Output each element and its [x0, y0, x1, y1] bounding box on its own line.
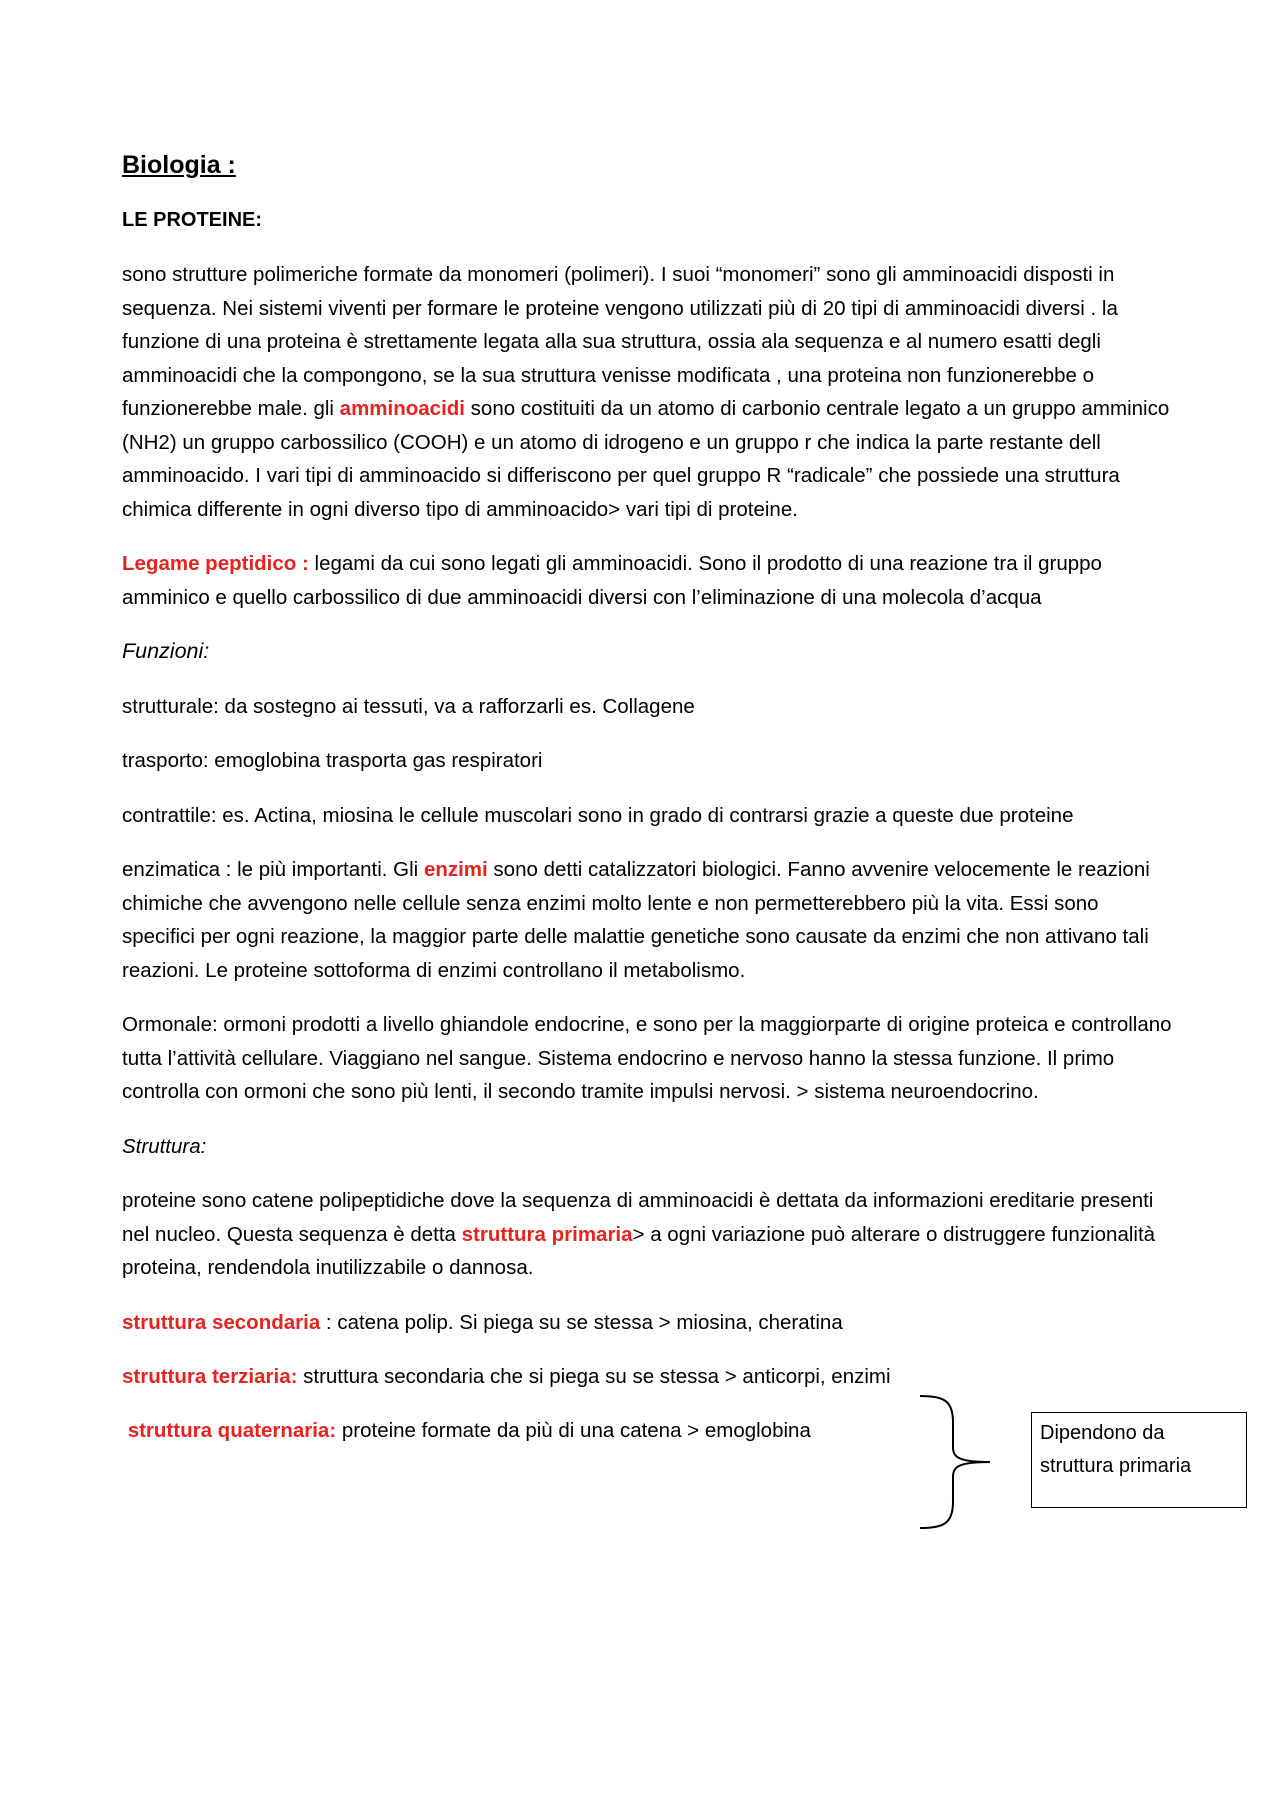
highlight-legame-peptidico: Legame peptidico :	[122, 552, 309, 575]
funzione-strutturale: strutturale: da sostegno ai tessuti, va a rafforzarli es. Collagene	[122, 694, 695, 718]
intro-text-1: sono strutture polimeriche formate da monomeri (polimeri). I suoi “monomeri” sono gli amminoacidi disposti in sequenza. Nei sistemi viventi per formare le proteine vengono utilizzati più di 20 tipi di amminoacidi diversi . la funzione di una proteina è strettamente legata alla sua struttura, ossia ala sequenza e al numero esatti degli amminoacidi che la compongono, se la sua struttura venisse modificata , una proteina non funzionerebbe o funzionerebbe male. gli	[122, 263, 1118, 420]
page-title: Biologia :	[122, 151, 236, 179]
enzimatica-text-2: sono detti catalizzatori biologici. Fanno avvenire velocemente le reazioni chimiche che avvengono nelle cellule senza enzimi molto lente e non permetterebbero più la vita. Essi sono specifici per ogni reazione, la maggior parte delle malattie genetiche sono causate da enzimi che non attivano tali reazioni. Le proteine sottoforma di enzimi controllano il metabolismo.	[122, 858, 1150, 982]
funzione-ormonale: Ormonale: ormoni prodotti a livello ghiandole endocrine, e sono per la maggiorparte di origine proteica e controllano tutta l’attività cellulare. Viaggiano nel sangue. Sistema endocrino e nervoso hanno la stessa funzione. Il primo controlla con ormoni che sono più lenti, il secondo tramite impulsi nervosi. > sistema neuroendocrino.	[122, 1013, 1172, 1103]
intro-text-2: sono costituiti da un atomo di carbonio centrale legato a un gruppo amminico (NH2) un gruppo carbossilico (COOH) e un atomo di idrogeno e un gruppo r che indica la parte restante dell amminoacido. I vari tipi di amminoacido si differiscono per quel gruppo R “radicale” che possiede una struttura chimica differente in ogni diverso tipo di amminoacido> vari tipi di proteine.	[122, 397, 1170, 521]
highlight-enzimi: enzimi	[423, 858, 488, 881]
level-secondaria	[122, 1306, 1172, 1339]
curly-brace	[918, 1392, 998, 1532]
level-quaternaria	[122, 1414, 1172, 1447]
highlight-amminoacidi: amminoacidi	[339, 397, 465, 420]
struttura-paragraph	[122, 1184, 1172, 1285]
level-term: struttura quaternaria:	[127, 1418, 337, 1442]
struttura-text-1: proteine sono catene polipeptidiche dove la sequenza di amminoacidi è dettata da informazioni ereditarie presenti nel nucleo. Questa sequenza è detta	[122, 1189, 1154, 1246]
level-text: : catena polip. Si piega su se stessa > miosina, cheratina	[320, 1310, 843, 1334]
enzimatica-text-1: enzimatica : le più importanti. Gli	[122, 858, 424, 881]
funzione-contrattile: contrattile: es. Actina, miosina le cellule muscolari sono in grado di contrarsi grazie a queste due proteine	[122, 803, 1074, 827]
funzione-trasporto: trasporto: emoglobina trasporta gas respiratori	[122, 749, 543, 772]
struttura-heading: Struttura:	[122, 1134, 207, 1158]
peptide-paragraph	[122, 547, 1172, 614]
level-term: struttura secondaria	[122, 1310, 321, 1334]
funzione-enzimatica	[122, 853, 1172, 987]
document-body	[122, 150, 1172, 1468]
note-box: Dipendono da struttura primaria	[1031, 1412, 1247, 1508]
level-terziaria	[122, 1360, 1172, 1393]
highlight-struttura-primaria: struttura primaria	[461, 1222, 633, 1246]
funzioni-heading: Funzioni:	[122, 639, 210, 663]
intro-paragraph	[122, 258, 1172, 526]
level-text: proteine formate da più di una catena > emoglobina	[336, 1418, 811, 1442]
struttura-text-2: > a ogni variazione può alterare o distruggere funzionalità proteina, rendendola inutilizzabile o dannosa.	[122, 1222, 1156, 1279]
section-heading: LE PROTEINE:	[122, 209, 263, 231]
level-text: struttura secondaria che si piega su se stessa > anticorpi, enzimi	[297, 1364, 891, 1388]
peptide-text: legami da cui sono legati gli amminoacidi. Sono il prodotto di una reazione tra il gruppo amminico e quello carbossilico di due amminoacidi diversi con l’eliminazione di una molecola d’acqua	[122, 552, 1102, 609]
level-term: struttura terziaria:	[122, 1364, 298, 1388]
